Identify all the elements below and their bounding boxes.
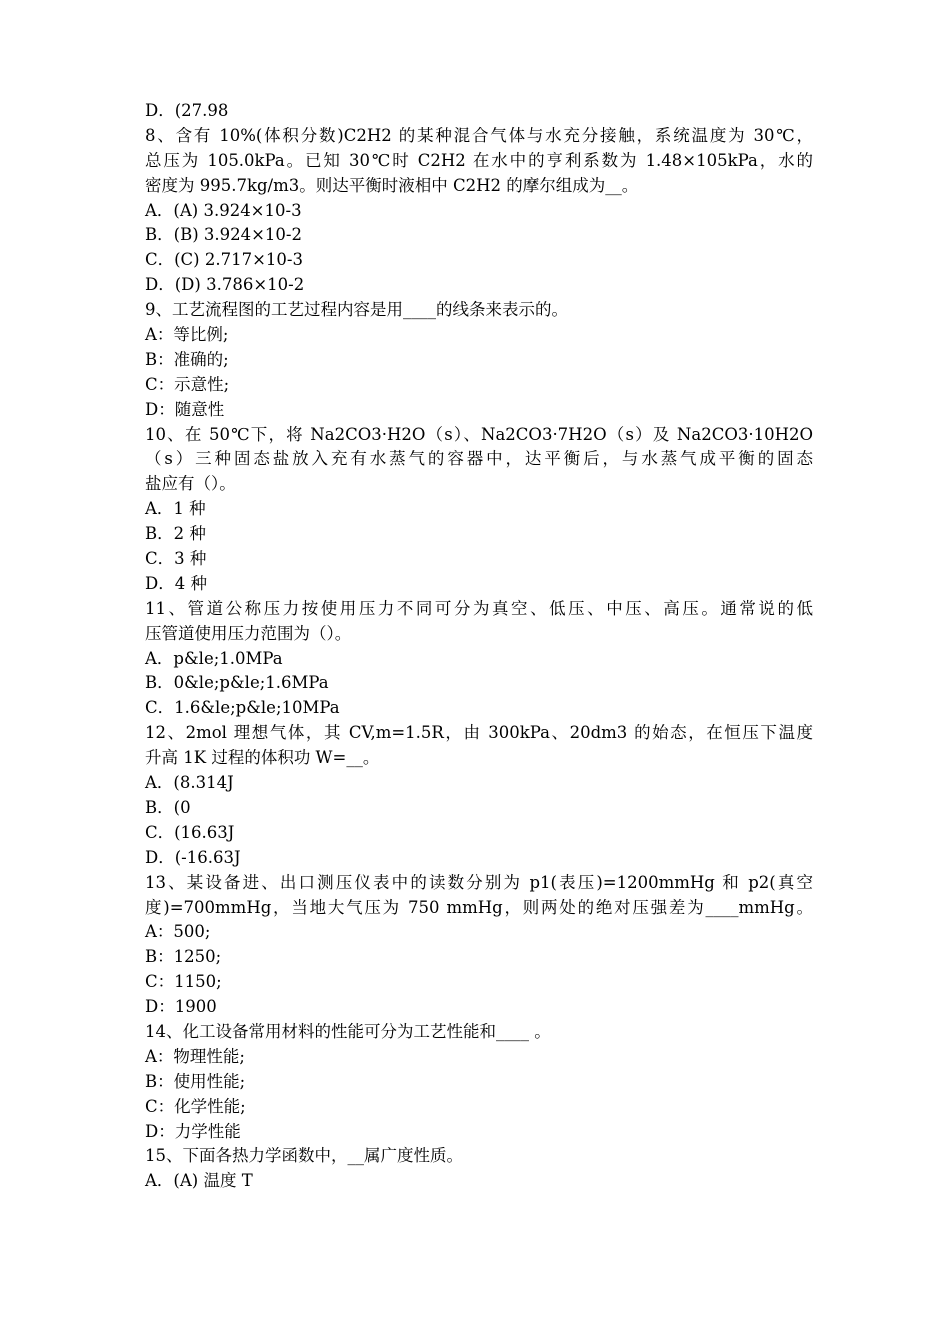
text-line: A．(A) 3.924×10-3 (145, 200, 302, 220)
text-line: B．(0 (145, 797, 191, 817)
text-line: B．0&le;p&le;1.6MPa (145, 673, 329, 693)
text-line: D．(D) 3.786×10-2 (145, 275, 305, 295)
text-line: 13、某设备进、出口测压仪表中的读数分别为 p1(表压)=1200mmHg 和 p2(真空 (145, 872, 813, 892)
text-line: 11、管道公称压力按使用压力不同可分为真空、低压、中压、高压。通常说的低 (145, 598, 813, 618)
text-line: A：等比例; (145, 325, 229, 345)
text-line: C．1.6&le;p&le;10MPa (145, 698, 340, 718)
text-line: B：使用性能; (145, 1071, 246, 1091)
text-line: C．3 种 (145, 549, 207, 569)
text-line: A：500; (145, 922, 211, 942)
text-line: D：随意性 (145, 399, 225, 419)
text-line: B：准确的; (145, 349, 229, 369)
text-line: D．(27.98 (145, 101, 229, 120)
text-line: C：1150; (145, 972, 222, 992)
text-line: B．2 种 (145, 524, 206, 544)
text-line: D．4 种 (145, 573, 207, 593)
text-line: A．p&le;1.0MPa (145, 648, 283, 668)
text-line: 8、含有 10%(体积分数)C2H2 的某种混合气体与水充分接触，系统温度为 30℃， (145, 125, 813, 145)
text-line: 盐应有（）。 (145, 474, 236, 494)
text-line: B：1250; (145, 947, 222, 967)
text-line: C．(C) 2.717×10-3 (145, 250, 303, 270)
document-page (145, 99, 813, 1194)
text-line: 压管道使用压力范围为（）。 (145, 623, 352, 643)
text-line: A．(8.314J (145, 773, 234, 793)
text-line: A．1 种 (145, 499, 206, 519)
text-line: 10、在 50℃下，将 Na2CO3·H2O（s）、Na2CO3·7H2O（s）及 Na2CO3·10H2O (145, 424, 813, 444)
text-line: D：力学性能 (145, 1121, 241, 1141)
text-line: 12、2mol 理想气体，其 CV,m=1.5R，由 300kPa、20dm3 的始态，在恒压下温度 (145, 723, 813, 743)
text-line: 度)=700mmHg，当地大气压为 750 mmHg，则两处的绝对压强差为____mmHg。 (145, 897, 813, 917)
text-line: 总压为 105.0kPa。已知 30℃时 C2H2 在水中的亨利系数为 1.48×105kPa，水的 (145, 150, 813, 170)
text-line: 9、工艺流程图的工艺过程内容是用____的线条来表示的。 (145, 300, 568, 320)
text-line: （s）三种固态盐放入充有水蒸气的容器中，达平衡后，与水蒸气成平衡的固态 (145, 449, 813, 469)
text-line: 15、下面各热力学函数中，__属广度性质。 (145, 1146, 463, 1166)
text-line: A．(A) 温度 T (145, 1171, 253, 1191)
text-line: B．(B) 3.924×10-2 (145, 225, 302, 245)
text-line: C：化学性能; (145, 1096, 246, 1116)
text-line: A：物理性能; (145, 1046, 245, 1066)
text-line: D：1900 (145, 997, 217, 1017)
text-line: 密度为 995.7kg/m3。则达平衡时液相中 C2H2 的摩尔组成为__。 (145, 175, 639, 195)
text-line: C：示意性; (145, 374, 230, 394)
text-line: C．(16.63J (145, 822, 235, 842)
text-line: D．(-16.63J (145, 847, 241, 867)
text-line: 升高 1K 过程的体积功 W=__。 (145, 748, 380, 768)
text-line: 14、化工设备常用材料的性能可分为工艺性能和____ 。 (145, 1021, 551, 1041)
